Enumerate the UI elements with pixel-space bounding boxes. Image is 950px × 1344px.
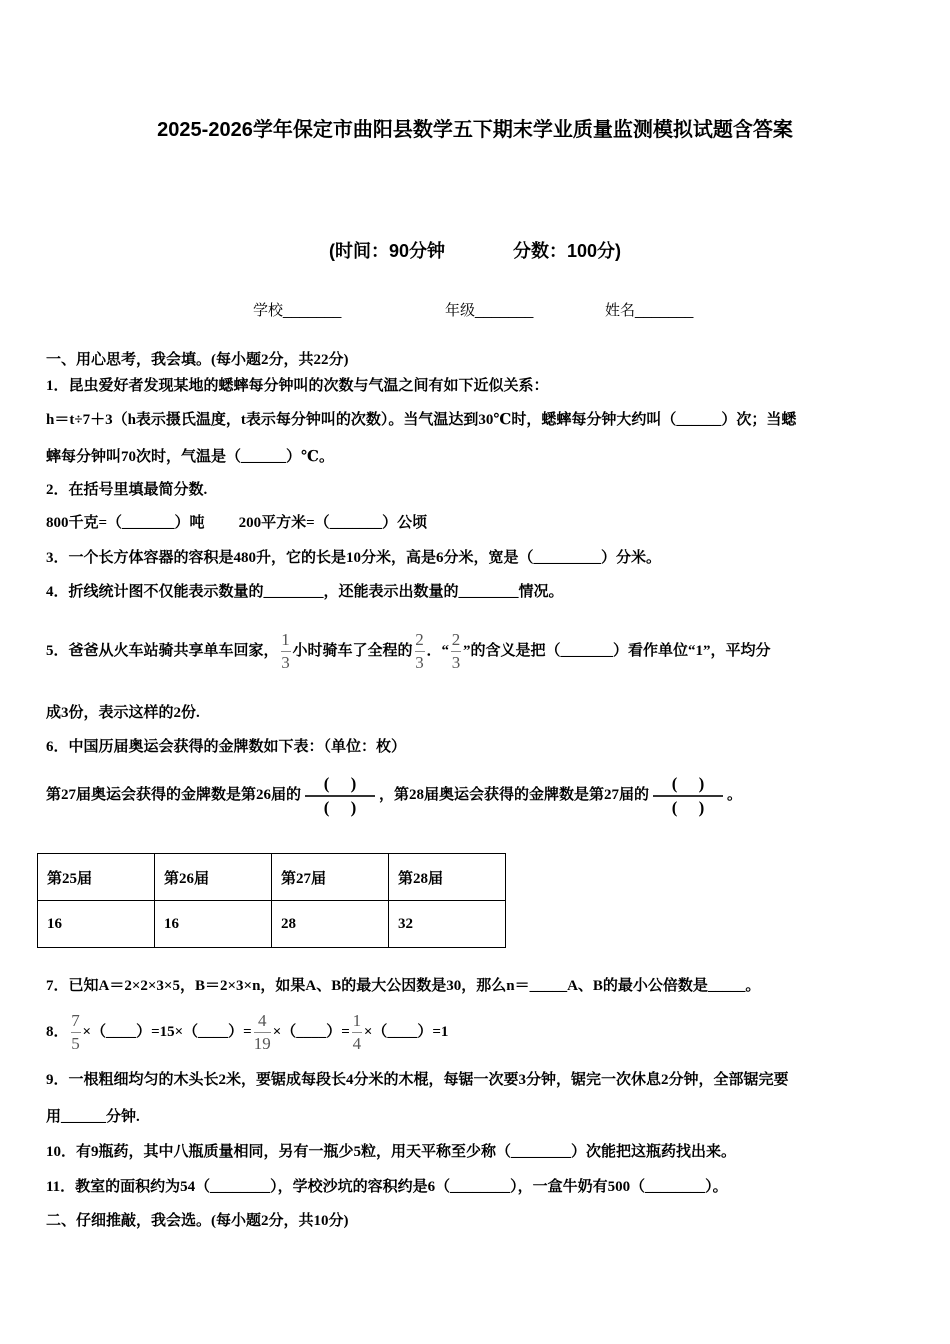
q8-number: 8． — [46, 1024, 69, 1040]
q5-text-a: 5．爸爸从火车站骑共享单车回家， — [46, 643, 279, 659]
blank-numerator: ( ) — [671, 773, 705, 793]
table-header: 第28届 — [389, 854, 506, 901]
denominator: 3 — [281, 653, 290, 673]
q9-line2: 用______分钟. — [46, 1109, 140, 1125]
q10: 10．有9瓶药，其中八瓶质量相同，另有一瓶少5粒，用天平称至少称（________）次能把这瓶药找出来。 — [46, 1144, 737, 1160]
fraction-1-3 — [281, 631, 291, 672]
page-title: 2025-2026学年保定市曲阳县数学五下期末学业质量监测模拟试题含答案 — [157, 119, 793, 141]
blank-denominator: ( ) — [323, 797, 357, 817]
denominator: 5 — [71, 1034, 80, 1054]
q7: 7．已知A＝2×2×3×5，B＝2×3×n，如果A、B的最大公因数是30，那么n＝_____A、B的最小公倍数是_____。 — [46, 978, 761, 994]
q8-text-a: ×（____）=15×（____）= — [82, 1024, 252, 1040]
q3: 3．一个长方体容器的容积是480升，它的长是10分米，高是6分米，宽是（_________）分米。 — [46, 550, 662, 566]
q5-line2: 成3份，表示这样的2份. — [46, 705, 200, 721]
table-row — [38, 854, 506, 901]
q2-line2 — [46, 513, 427, 533]
numerator: 4 — [257, 1011, 267, 1031]
numerator: 1 — [281, 630, 290, 650]
table-cell: 32 — [389, 901, 506, 948]
section-1-heading: 一、用心思考，我会填。(每小题2分，共22分) — [46, 352, 349, 368]
q6-line2 — [46, 765, 742, 825]
blank-fraction-2[interactable] — [653, 773, 723, 819]
q5-line1 — [46, 618, 771, 684]
denominator: 3 — [415, 653, 424, 673]
q1-line2: h＝t÷7＋3（h表示摄氏温度，t表示每分钟叫的次数）。当气温达到30℃时，蟋蟀每分钟大约叫（______）次；当蟋 — [46, 412, 797, 428]
q8-text-c: ×（____）=1 — [363, 1024, 449, 1040]
q2-part-a: 800千克=（_______）吨 — [46, 515, 205, 531]
table-cell: 28 — [272, 901, 389, 948]
q6-text-b: ，第28届奥运会获得的金牌数是第27届的 — [379, 787, 650, 803]
gold-medal-table — [37, 853, 506, 948]
q5-text-d: ”的含义是把（_______）看作单位“1”，平均分 — [463, 643, 771, 659]
q1-line1: 1．昆虫爱好者发现某地的蟋蟀每分钟叫的次数与气温之间有如下近似关系： — [46, 378, 549, 394]
blank-numerator: ( ) — [323, 773, 357, 793]
fraction-4-19 — [254, 1012, 271, 1053]
q2-part-b: 200平方米=（_______）公顷 — [238, 515, 428, 531]
exam-info — [0, 237, 950, 263]
numerator: 1 — [352, 1011, 362, 1031]
q6-text-c: 。 — [727, 787, 743, 803]
q8-text-b: ×（____）= — [272, 1024, 350, 1040]
name-field: 姓名_______ — [605, 302, 694, 319]
time-limit: (时间：90分钟 — [328, 241, 445, 261]
fraction-2-3-quoted — [451, 631, 461, 672]
total-score: 分数：100分) — [512, 241, 622, 261]
table-row — [38, 901, 506, 948]
q1-line3: 蟀每分钟叫70次时，气温是（______）℃。 — [46, 449, 334, 465]
numerator: 7 — [71, 1011, 80, 1031]
table-header: 第26届 — [155, 854, 272, 901]
denominator: 19 — [253, 1034, 271, 1054]
fraction-2-3 — [415, 631, 425, 672]
blank-fraction-1[interactable] — [305, 773, 375, 819]
blank-denominator: ( ) — [671, 797, 705, 817]
q9-line1: 9．一根粗细均匀的木头长2米，要锯成每段长4分米的木棍，每锯一次要3分钟，锯完一次休息2分钟，全部锯完要 — [46, 1072, 789, 1088]
numerator: 2 — [451, 630, 461, 650]
fraction-7-5 — [71, 1012, 81, 1053]
q4: 4．折线统计图不仅能表示数量的________，还能表示出数量的________情况。 — [46, 584, 564, 600]
q2-line1: 2．在括号里填最简分数. — [46, 482, 208, 498]
fraction-1-4 — [352, 1012, 362, 1053]
table-header: 第25届 — [38, 854, 155, 901]
q8 — [46, 1004, 448, 1060]
q11: 11．教室的面积约为54（________），学校沙坑的容积约是6（________），一盒牛奶有500（________）。 — [46, 1179, 728, 1195]
section-2-heading: 二、仔细推敲，我会选。(每小题2分，共10分) — [46, 1213, 349, 1229]
q5-text-b: 小时骑车了全程的 — [292, 643, 413, 659]
table-cell: 16 — [155, 901, 272, 948]
q6-text-a: 第27届奥运会获得的金牌数是第26届的 — [46, 787, 302, 803]
q5-text-c: ．“ — [426, 643, 450, 659]
school-field: 学校_______ — [253, 302, 342, 319]
numerator: 2 — [415, 630, 424, 650]
q6-line1: 6．中国历届奥运会获得的金牌数如下表：（单位：枚） — [46, 739, 407, 755]
table-header: 第27届 — [272, 854, 389, 901]
grade-field: 年级_______ — [445, 302, 534, 319]
denominator: 4 — [352, 1034, 362, 1054]
table-cell: 16 — [38, 901, 155, 948]
denominator: 3 — [451, 653, 461, 673]
